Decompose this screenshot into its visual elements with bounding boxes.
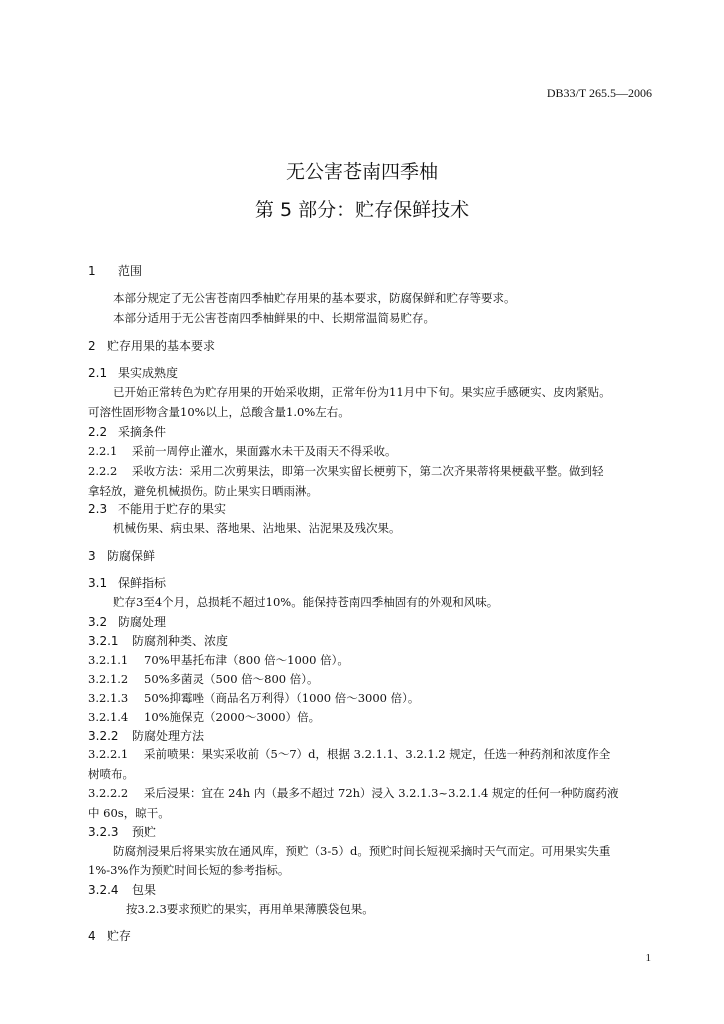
document-title: 无公害苍南四季柚 [285, 161, 438, 183]
paragraph: 1%-3%作为预贮时间长短的参考指标。 [88, 863, 290, 877]
paragraph: 可溶性固形物含量10%以上，总酸含量1.0%左右。 [88, 405, 350, 419]
subsection-heading [88, 632, 228, 649]
section-title: 果实成熟度 [118, 366, 179, 380]
clause-number: 2.2.1 [88, 444, 118, 458]
section-number: 1 [88, 264, 96, 278]
paragraph: 本部分适用于无公害苍南四季柚鲜果的中、长期常温简易贮存。 [113, 311, 435, 325]
clause-number: 3.2.2.2 [88, 786, 129, 800]
clause-number: 2.2.2 [88, 464, 118, 478]
section-title: 贮存 [107, 929, 132, 943]
section-title: 贮存用果的基本要求 [107, 339, 216, 353]
numbered-clause [88, 463, 604, 479]
paragraph: 机械伤果、病虫果、落地果、沾地果、沾泥果及残次果。 [113, 521, 401, 535]
section-title: 防腐处理 [118, 615, 167, 629]
subsection-heading [88, 500, 226, 517]
numbered-clause [88, 709, 320, 725]
paragraph: 拿轻放，避免机械损伤。防止果实日晒雨淋。 [88, 484, 318, 498]
clause-text: 10%施保克（2000～3000）倍。 [144, 710, 321, 724]
document-code: DB33/T 265.5—2006 [546, 86, 652, 100]
subsection-heading [88, 364, 178, 381]
paragraph: 防腐剂浸果后将果实放在通风库，预贮（3-5）d。预贮时间长短视采摘时天气而定。可用果实失重 [113, 844, 611, 858]
numbered-clause [88, 652, 349, 668]
paragraph: 贮存3至4个月，总损耗不超过10%。能保持苍南四季柚固有的外观和风味。 [113, 595, 499, 609]
subsection-heading [88, 574, 166, 591]
numbered-clause [88, 785, 618, 801]
clause-text: 采前一周停止灌水，果面露水未干及雨天不得采收。 [132, 444, 397, 458]
section-title: 保鲜指标 [118, 576, 167, 590]
numbered-clause [88, 443, 397, 459]
page-number: 1 [645, 952, 651, 964]
part-title: 第 5 部分：贮存保鲜技术 [254, 199, 470, 221]
clause-number: 3.2.2.1 [88, 747, 129, 761]
subsection-heading [88, 727, 204, 744]
section-title: 防腐处理方法 [132, 729, 205, 743]
section-1-heading [88, 262, 142, 279]
paragraph: 中 60s，晾干。 [88, 806, 170, 820]
section-number: 3.2.1 [88, 634, 119, 648]
section-title: 包果 [132, 883, 157, 897]
section-number: 3.2.2 [88, 729, 119, 743]
subsection-heading [88, 423, 166, 440]
clause-number: 3.2.1.4 [88, 710, 129, 724]
section-number: 3.2.3 [88, 825, 119, 839]
clause-text: 50%抑霉唑（商品名万利得）（1000 倍～3000 倍）。 [144, 691, 420, 705]
clause-text: 70%甲基托布津（800 倍～1000 倍）。 [144, 653, 349, 667]
subsection-heading [88, 823, 156, 840]
paragraph: 按3.2.3要求预贮的果实，再用单果薄膜袋包果。 [126, 902, 374, 916]
section-number: 2.3 [88, 502, 108, 516]
clause-text: 采前喷果：果实采收前（5～7）d，根据 3.2.1.1、3.2.1.2 规定，任选一种药剂和浓度作全 [144, 747, 611, 761]
section-number: 4 [88, 929, 96, 943]
section-4-heading [88, 927, 131, 944]
section-number: 2.1 [88, 366, 108, 380]
section-2-heading [88, 337, 215, 354]
numbered-clause [88, 671, 319, 687]
clause-number: 3.2.1.2 [88, 672, 129, 686]
paragraph: 本部分规定了无公害苍南四季柚贮存用果的基本要求，防腐保鲜和贮存等要求。 [113, 291, 516, 305]
section-3-heading [88, 547, 155, 564]
section-title: 范围 [118, 264, 143, 278]
clause-text: 采收方法：采用二次剪果法，即第一次果实留长梗剪下，第二次齐果蒂将果梗截平整。做到轻 [132, 464, 604, 478]
numbered-clause [88, 690, 419, 706]
section-number: 3.2 [88, 615, 108, 629]
subsection-heading [88, 881, 156, 898]
section-title: 预贮 [132, 825, 157, 839]
clause-number: 3.2.1.3 [88, 691, 129, 705]
section-number: 2.2 [88, 425, 108, 439]
clause-number: 3.2.1.1 [88, 653, 129, 667]
section-title: 采摘条件 [118, 425, 167, 439]
clause-text: 50%多菌灵（500 倍～800 倍）。 [144, 672, 319, 686]
section-title: 不能用于贮存的果实 [118, 502, 227, 516]
numbered-clause [88, 746, 610, 762]
paragraph: 树喷布。 [88, 767, 134, 781]
section-number: 3.1 [88, 576, 108, 590]
subsection-heading [88, 613, 166, 630]
section-number: 2 [88, 339, 96, 353]
section-number: 3.2.4 [88, 883, 119, 897]
section-title: 防腐保鲜 [107, 549, 156, 563]
paragraph: 已开始正常转色为贮存用果的开始采收期，正常年份为11月中下旬。果实应手感硬实、皮肉紧贴。 [113, 385, 611, 399]
section-number: 3 [88, 549, 96, 563]
section-title: 防腐剂种类、浓度 [132, 634, 229, 648]
clause-text: 采后浸果：宜在 24h 内（最多不超过 72h）浸入 3.2.1.3~3.2.1.4 规定的任何一种防腐药液 [144, 786, 619, 800]
